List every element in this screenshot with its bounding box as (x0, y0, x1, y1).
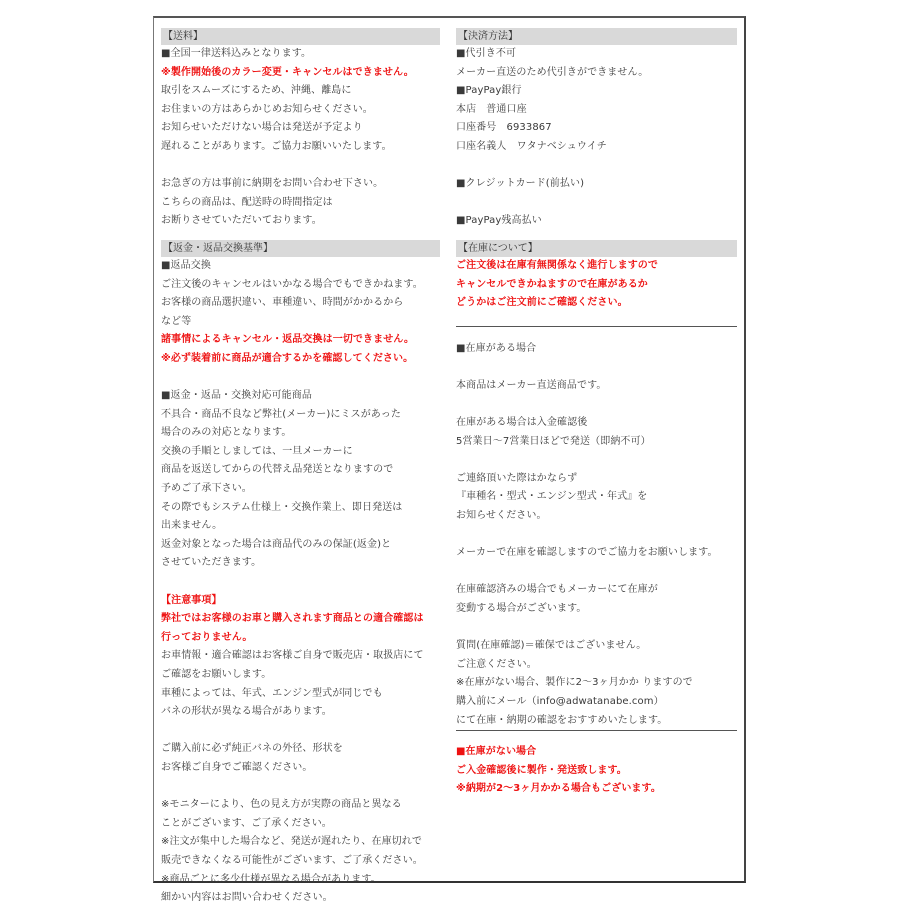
right-column (456, 28, 737, 799)
text-line: ※注文が集中した場合など、発送が遅れたり、在庫切れで (161, 836, 422, 848)
spacer (161, 369, 440, 388)
text-line: 車種によっては、年式、エンジン型式が同じでも (161, 687, 383, 699)
text-line: ■全国一律送料込みとなります。 (161, 48, 312, 59)
text-line: 口座番号 6933867 (456, 122, 552, 134)
text-line: お客様の商品選択違い、車種違い、時間がかかるから (161, 297, 404, 309)
text-line: ご購入前に必ず純正バネの外径、形状を (161, 743, 343, 755)
text-line: お客様ご自身でご確認ください。 (161, 761, 313, 773)
text-line: その際でもシステム仕様上・交換作業上、即日発送は (161, 501, 403, 513)
warning-line: キャンセルできかねますので在庫があるか (456, 278, 648, 290)
text-line: ■クレジットカード(前払い) (456, 178, 585, 190)
text-line: ■返金・返品・交換対応可能商品 (161, 390, 312, 402)
text-line: 商品を返送してからの代替え品発送となりますので (161, 464, 394, 476)
section-header-refund: 【返金・返品交換基準】 (161, 240, 440, 257)
text-line: メーカーで在庫を確認しますのでご協力をお願いします。 (456, 547, 718, 559)
text-line: お知らせください。 (456, 510, 547, 522)
warning-line: ■在庫がない場合 (456, 746, 537, 758)
text-line: 在庫確認済みの場合でもメーカーにて在庫が (456, 584, 658, 596)
spacer (456, 451, 737, 470)
spacer (161, 722, 440, 741)
text-line: 変動する場合がございます。 (456, 603, 587, 615)
text-line: お急ぎの方は事前に納期をお問い合わせ下さい。 (161, 178, 384, 190)
text-line: ■PayPay銀行 (456, 85, 522, 97)
warning-line: 行っておりません。 (161, 631, 253, 643)
divider (456, 326, 737, 327)
section-header-shipping: 【送料】 (161, 28, 440, 45)
text-line: にて在庫・納期の確認をおすすめいたします。 (456, 714, 668, 726)
spacer (456, 619, 737, 638)
spacer (161, 157, 440, 176)
text-line: ※モニターにより、色の見え方が実際の商品と異なる (161, 799, 402, 811)
warning-line: ※製作開始後のカラー変更・キャンセルはできません。 (161, 66, 414, 78)
text-line: メーカー直送のため代引きができません。 (456, 66, 649, 78)
text-line: お住まいの方はあらかじめお知らせください。 (161, 103, 373, 115)
text-line: 出来ません。 (161, 520, 223, 532)
section-header-stock: 【在庫について】 (456, 240, 737, 257)
spacer (161, 573, 440, 592)
text-line: 不具合・商品不良など弊社(メーカー)にミスがあった (161, 408, 402, 420)
spacer (161, 778, 440, 797)
text-line: 販売できなくなる可能性がございます、ご了承ください。 (161, 854, 423, 866)
text-line: 本店 普通口座 (456, 103, 527, 115)
warning-line: ご注文後は在庫有無関係なく進行しますので (456, 259, 658, 271)
text-line: 遅れることがあります。ご協力お願いいたします。 (161, 140, 392, 152)
text-line: お断りさせていただいております。 (161, 215, 322, 227)
divider (456, 730, 737, 731)
text-line: ■PayPay残高払い (456, 215, 542, 227)
spacer (456, 396, 737, 415)
contact-email-line: 購入前にメール（info@adwatanabe.com） (456, 696, 664, 707)
warning-line: 弊社ではお客様のお車と購入されます商品との適合確認は (161, 613, 424, 625)
spacer (456, 157, 737, 176)
text-line: 質問(在庫確認)＝確保ではございません。 (456, 640, 647, 652)
text-line: 予めご了承下さい。 (161, 483, 252, 495)
text-line: ことがございます、ご了承ください。 (161, 817, 332, 829)
info-frame (153, 16, 746, 904)
warning-line: 諸事情によるキャンセル・返品交換は一切できません。 (161, 334, 415, 346)
text-line: ご注文後のキャンセルはいかなる場合でもできかねます。 (161, 278, 423, 290)
text-line: ※商品ごとに多少仕様が異なる場合があります。 (161, 873, 381, 885)
spacer (456, 563, 737, 582)
text-line: ※在庫がない場合、製作に2〜3ヶ月かか りますので (456, 677, 693, 689)
warning-line: ご入金確認後に製作・発送致します。 (456, 764, 627, 776)
text-line: ご連絡頂いた際はかならず (456, 472, 578, 484)
text-line: 『車種名・型式・エンジン型式・年式』を (456, 491, 648, 503)
text-line: ご注意ください。 (456, 658, 537, 670)
text-line: お車情報・適合確認はお客様ご自身で販売店・取扱店にて (161, 650, 424, 662)
spacer (456, 194, 737, 213)
spacer (456, 358, 737, 377)
text-line: 取引をスムーズにするため、沖縄、離島に (161, 85, 352, 97)
text-line: ■代引き不可 (456, 48, 517, 59)
warning-line: どうかはご注文前にご確認ください。 (456, 297, 628, 309)
text-line: 細かい内容はお問い合わせください。 (161, 892, 333, 904)
text-line: 口座名義人 ワタナベシュウイチ (456, 140, 607, 152)
text-line: 在庫がある場合は入金確認後 (456, 417, 588, 429)
text-line: お知らせいただけない場合は発送が予定より (161, 122, 363, 134)
text-line: こちらの商品は、配送時の時間指定は (161, 196, 333, 208)
text-line: 返金対象となった場合は商品代のみの保証(返金)と (161, 538, 392, 550)
text-line: 5営業日〜7営業日ほどで発送（即納不可） (456, 435, 651, 447)
text-line: ■在庫がある場合 (456, 342, 537, 354)
warning-line: ※必ず装着前に商品が適合するかを確認してください。 (161, 352, 414, 364)
text-line: バネの形状が異なる場合があります。 (161, 706, 332, 718)
text-line: 場合のみの対応となります。 (161, 427, 292, 439)
spacer (456, 526, 737, 545)
text-line: など等 (161, 315, 192, 327)
spacer (161, 231, 440, 240)
text-line: 交換の手順としましては、一旦メーカーに (161, 445, 353, 457)
warning-line: ※納期が2〜3ヶ月かかる場合もございます。 (456, 783, 661, 795)
text-line: 本商品はメーカー直送商品です。 (456, 379, 607, 391)
left-column (161, 28, 440, 908)
text-line: ご確認をお願いします。 (161, 669, 272, 680)
text-line: させていただきます。 (161, 557, 262, 569)
text-line: ■返品交換 (161, 259, 211, 271)
section-header-caution: 【注意事項】 (161, 594, 222, 606)
spacer (456, 231, 737, 240)
section-header-payment: 【決済方法】 (456, 28, 737, 45)
